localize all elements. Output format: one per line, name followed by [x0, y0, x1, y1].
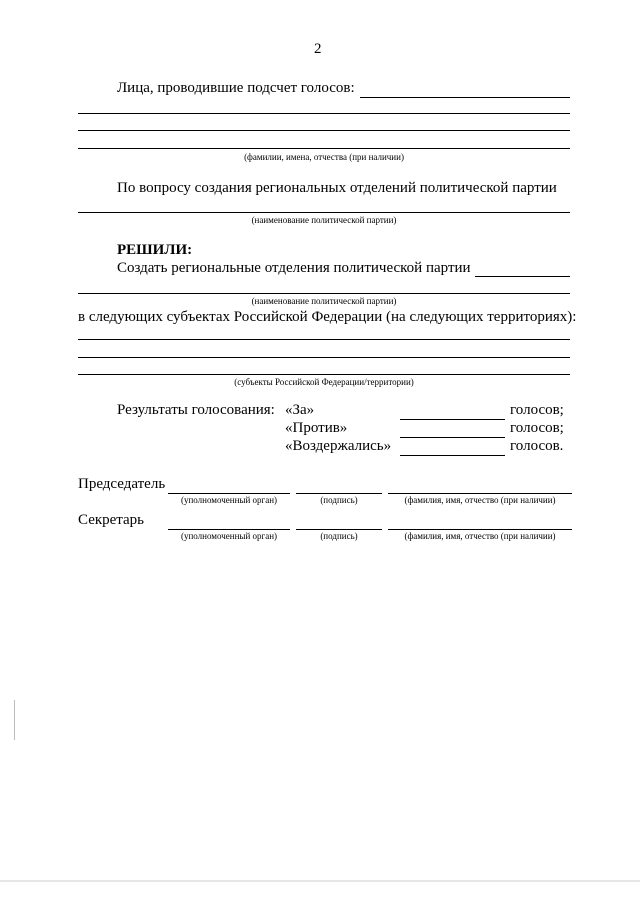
decision-heading: РЕШИЛИ:	[117, 242, 193, 258]
chairman-signature-caption: (подпись)	[320, 495, 358, 505]
vote-option-for: «За»	[285, 402, 315, 418]
secretary-signature-caption: (подпись)	[320, 531, 358, 541]
counters-line-4[interactable]	[78, 148, 570, 149]
counters-line-3[interactable]	[78, 130, 570, 131]
question-text: По вопросу создания региональных отделений политической партии	[117, 180, 557, 196]
secretary-signature-line[interactable]	[296, 529, 382, 530]
subjects-line-2[interactable]	[78, 357, 570, 358]
counters-line-1[interactable]	[360, 97, 570, 98]
chairman-body-caption: (уполномоченный орган)	[180, 495, 278, 505]
subjects-line-1[interactable]	[78, 339, 570, 340]
decision-caption: (наименование политической партии)	[251, 296, 397, 306]
secretary-body-line[interactable]	[168, 529, 290, 530]
chairman-fio-line[interactable]	[388, 493, 572, 494]
vote-count-for[interactable]	[400, 419, 505, 420]
counters-caption: (фамилии, имена, отчества (при наличии)	[244, 152, 404, 162]
page-number: 2	[314, 41, 322, 57]
vote-unit-against: голосов;	[510, 420, 564, 436]
counters-line-2[interactable]	[78, 113, 570, 114]
decision-party-line[interactable]	[78, 293, 570, 294]
vote-option-abstain: «Воздержались»	[285, 438, 392, 454]
party-name-line[interactable]	[78, 212, 570, 213]
scan-bottom-artifact	[0, 880, 640, 882]
counters-label: Лица, проводившие подсчет голосов:	[117, 80, 355, 96]
chairman-fio-caption: (фамилия, имя, отчество (при наличии)	[404, 495, 556, 505]
scan-edge-artifact	[14, 700, 15, 740]
vote-count-abstain[interactable]	[400, 455, 505, 456]
chairman-body-line[interactable]	[168, 493, 290, 494]
secretary-label: Секретарь	[78, 512, 145, 528]
decision-inline-line[interactable]	[475, 276, 570, 277]
vote-unit-for: голосов;	[510, 402, 564, 418]
vote-count-against[interactable]	[400, 437, 505, 438]
voting-label: Результаты голосования:	[117, 402, 275, 418]
question-caption: (наименование политической партии)	[251, 215, 397, 225]
secretary-fio-caption: (фамилия, имя, отчество (при наличии)	[404, 531, 556, 541]
decision-text: Создать региональные отделения политической партии	[117, 260, 471, 276]
chairman-label: Председатель	[78, 476, 166, 492]
subjects-caption: (субъекты Российской Федерации/территории)	[234, 377, 414, 387]
secretary-fio-line[interactable]	[388, 529, 572, 530]
subjects-line-3[interactable]	[78, 374, 570, 375]
secretary-body-caption: (уполномоченный орган)	[180, 531, 278, 541]
chairman-signature-line[interactable]	[296, 493, 382, 494]
subjects-text: в следующих субъектах Российской Федерации (на следующих территориях):	[78, 309, 577, 325]
vote-unit-abstain: голосов.	[510, 438, 564, 454]
vote-option-against: «Против»	[285, 420, 348, 436]
